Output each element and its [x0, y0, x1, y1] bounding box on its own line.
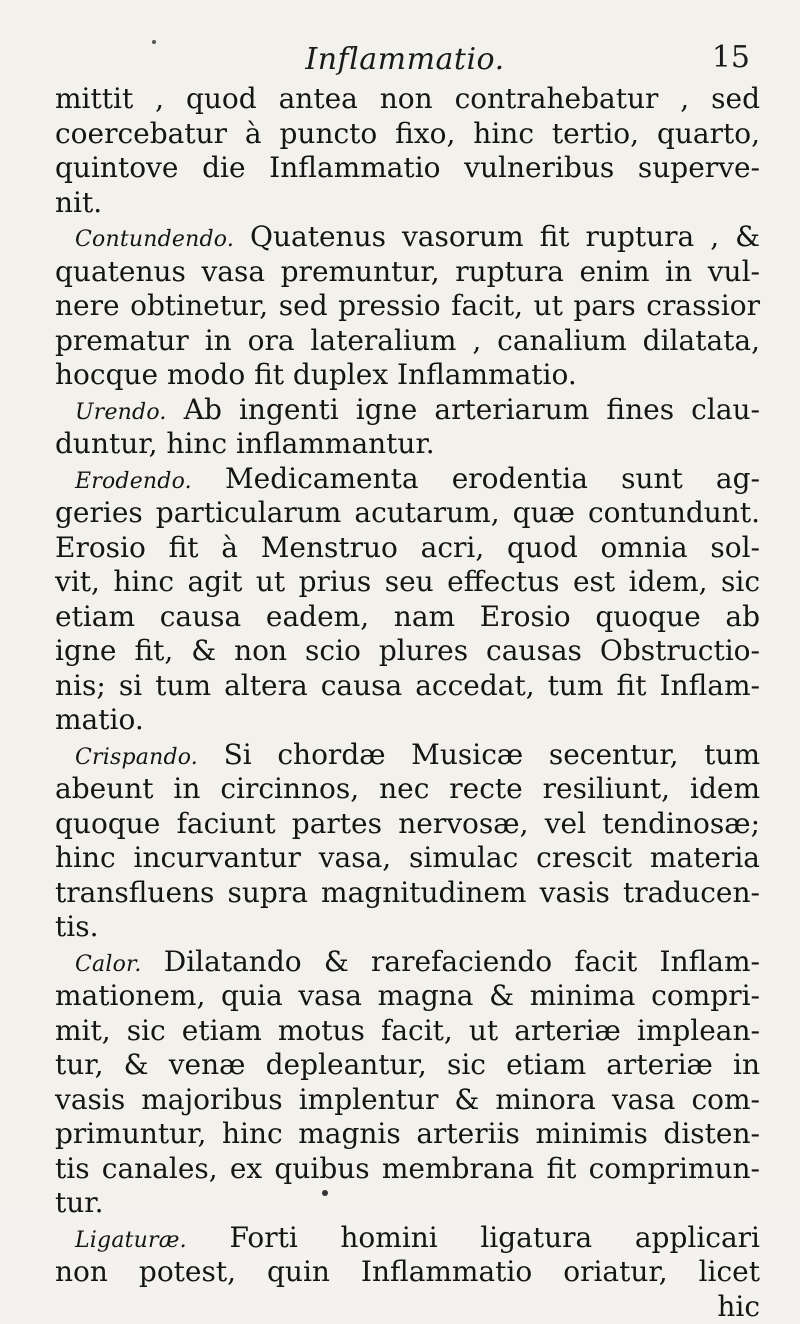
text-line: tur. [55, 1186, 760, 1221]
text-line [55, 220, 760, 255]
text-line: quintove die Inflammatio vulneribus superve- [55, 151, 760, 186]
body-text [55, 82, 760, 1324]
text-line: abeunt in circinnos, nec recte resiliunt, idem [55, 772, 760, 807]
lemma-crispando: Crispando. [75, 745, 198, 770]
text-line: mationem, quia vasa magna & minima compri- [55, 979, 760, 1014]
running-title: Inflammatio. [60, 42, 750, 77]
text-segment: Quatenus vasorum fit ruptura , & [250, 220, 760, 253]
text-line: mittit , quod antea non contrahebatur , sed [55, 82, 760, 117]
lemma-urendo: Urendo. [75, 400, 167, 425]
text-line: Erosio fit à Menstruo acri, quod omnia sol- [55, 531, 760, 566]
text-line [55, 1221, 760, 1256]
ink-speck [322, 1190, 328, 1196]
lemma-contundendo: Contundendo. [75, 227, 234, 252]
text-line: prematur in ora lateralium , canalium dilatata, [55, 324, 760, 359]
text-line: geries particularum acutarum, quæ contundunt. [55, 496, 760, 531]
text-line: primuntur, hinc magnis arteriis minimis disten- [55, 1117, 760, 1152]
lemma-calor: Calor. [75, 952, 142, 977]
text-segment: Dilatando & rarefaciendo facit Inflam- [164, 945, 760, 978]
text-line [55, 738, 760, 773]
text-line: nere obtinetur, sed pressio facit, ut pars crassior [55, 289, 760, 324]
text-line [55, 462, 760, 497]
catchword: hic [55, 1290, 760, 1324]
text-line: hinc incurvantur vasa, simulac crescit materia [55, 841, 760, 876]
text-line: non potest, quin Inflammatio oriatur, licet [55, 1255, 760, 1290]
text-segment: Medicamenta erodentia sunt ag- [225, 462, 760, 495]
text-segment: Ab ingenti igne arteriarum fines clau- [184, 393, 760, 426]
page-number: 15 [712, 40, 750, 75]
text-line [55, 393, 760, 428]
text-line [55, 945, 760, 980]
text-line: duntur, hinc inflammantur. [55, 427, 760, 462]
text-line: quatenus vasa premuntur, ruptura enim in vul- [55, 255, 760, 290]
text-segment: Si chordæ Musicæ secentur, tum [224, 738, 760, 771]
text-line: nit. [55, 186, 760, 221]
text-line: vit, hinc agit ut prius seu effectus est idem, sic [55, 565, 760, 600]
text-line: igne fit, & non scio plures causas Obstructio- [55, 634, 760, 669]
lemma-erodendo: Erodendo. [75, 469, 192, 494]
text-line: quoque faciunt partes nervosæ, vel tendinosæ; [55, 807, 760, 842]
text-line: nis; si tum altera causa accedat, tum fit Inflam- [55, 669, 760, 704]
lemma-ligaturae: Ligaturæ. [75, 1228, 187, 1253]
text-line: coercebatur à puncto fixo, hinc tertio, quarto, [55, 117, 760, 152]
text-line: hocque modo fit duplex Inflammatio. [55, 358, 760, 393]
text-line: tis. [55, 910, 760, 945]
page-header [60, 40, 750, 80]
text-line: mit, sic etiam motus facit, ut arteriæ implean- [55, 1014, 760, 1049]
text-line: vasis majoribus implentur & minora vasa com- [55, 1083, 760, 1118]
text-line: tis canales, ex quibus membrana fit comprimun- [55, 1152, 760, 1187]
text-line: etiam causa eadem, nam Erosio quoque ab [55, 600, 760, 635]
text-line: matio. [55, 703, 760, 738]
text-segment: Forti homini ligatura applicari [229, 1221, 760, 1254]
text-line: tur, & venæ depleantur, sic etiam arteriæ in [55, 1048, 760, 1083]
text-line: transfluens supra magnitudinem vasis traducen- [55, 876, 760, 911]
